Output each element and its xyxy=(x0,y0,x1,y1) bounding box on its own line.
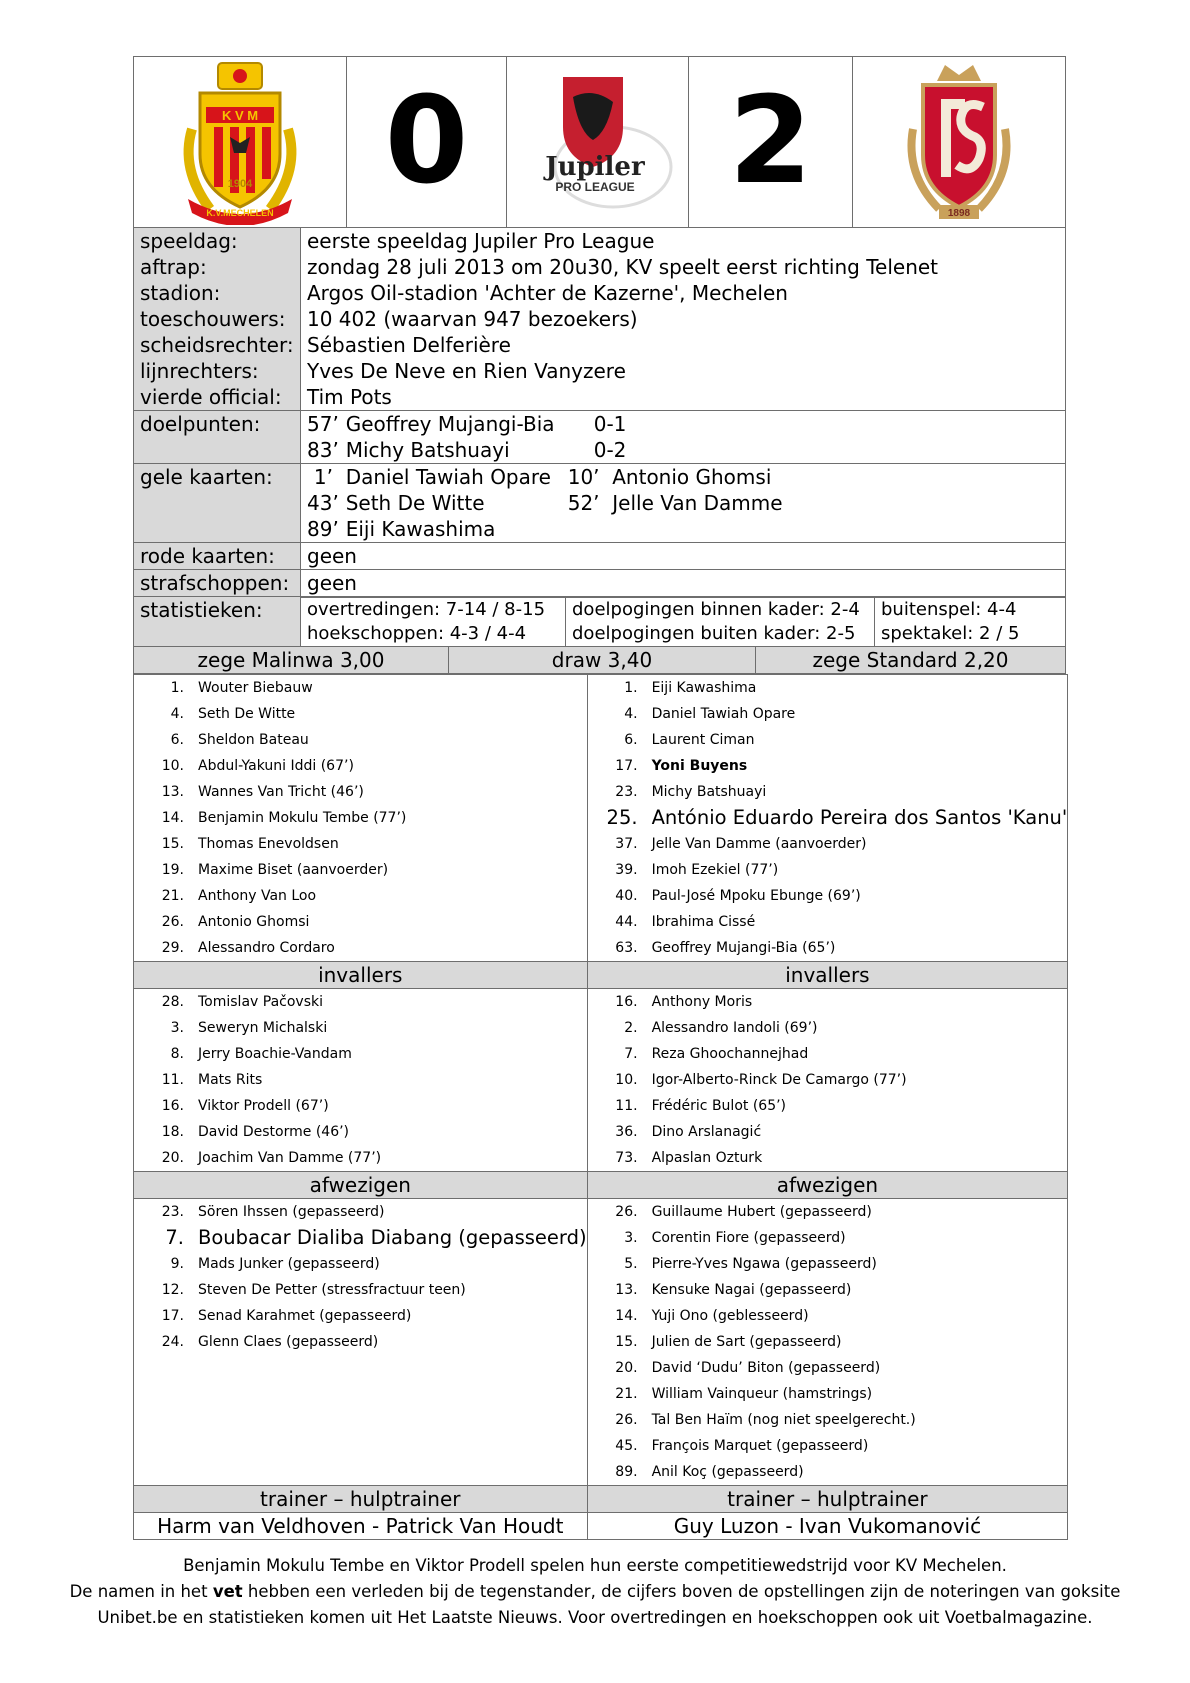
player-name: Wouter Biebauw xyxy=(198,680,313,696)
pro-league-text: PRO LEAGUE xyxy=(554,180,635,194)
score-header xyxy=(133,56,1066,228)
value-stadion: Argos Oil-stadion 'Achter de Kazerne', Mechelen xyxy=(307,281,788,305)
card-player: Eiji Kawashima xyxy=(345,517,496,541)
shirt-number: 37. xyxy=(615,836,638,852)
shirt-number: 21. xyxy=(161,888,184,904)
player-row xyxy=(588,1277,1068,1303)
goals-list xyxy=(301,411,1066,464)
card-player: Antonio Ghomsi xyxy=(612,465,772,489)
stat-shots-on: doelpogingen binnen kader: 2-4 xyxy=(572,599,860,620)
odds-home: zege Malinwa 3,00 xyxy=(134,647,449,674)
card-player: Seth De Witte xyxy=(345,491,485,515)
label-gele-kaarten: gele kaarten: xyxy=(134,464,301,543)
player-name: Yuji Ono (geblesseerd) xyxy=(651,1308,809,1324)
player-name: Jelle Van Damme (aanvoerder) xyxy=(651,836,867,852)
player-name: Pierre-Yves Ngawa (gepasseerd) xyxy=(651,1256,877,1272)
shirt-number: 3. xyxy=(624,1230,638,1246)
player-row xyxy=(588,1433,1068,1459)
player-row xyxy=(588,779,1068,805)
player-row xyxy=(134,857,587,883)
label-aftrap: aftrap: xyxy=(134,254,301,280)
shirt-number: 7. xyxy=(624,1046,638,1062)
player-name: António Eduardo Pereira dos Santos 'Kanu' xyxy=(651,806,1068,829)
footer-line-3: Unibet.be en statistieken komen uit Het Laatste Nieuws. Voor overtredingen en hoekschoppen ook uit Voetbalmagazine. xyxy=(97,1608,1093,1627)
kv-ribbon: K.V.MECHELEN xyxy=(206,208,274,218)
shirt-number: 26. xyxy=(615,1204,638,1220)
shirt-number: 15. xyxy=(161,836,184,852)
player-row xyxy=(588,1459,1068,1485)
value-toeschouwers: 10 402 (waarvan 947 bezoekers) xyxy=(307,307,638,331)
standard-liege-logo xyxy=(899,59,1019,225)
player-name: Julien de Sart (gepasseerd) xyxy=(651,1334,842,1350)
shirt-number: 23. xyxy=(615,784,638,800)
stats-table xyxy=(301,597,1065,646)
player-row xyxy=(588,1329,1068,1355)
card-minute: 52’ xyxy=(567,491,600,515)
player-name: Guillaume Hubert (gepasseerd) xyxy=(651,1204,872,1220)
match-sheet xyxy=(133,56,1066,1540)
player-name: Dino Arslanagić xyxy=(651,1124,762,1140)
label-rode-kaarten: rode kaarten: xyxy=(134,543,301,570)
player-row xyxy=(134,1329,587,1355)
stat-corners: hoekschoppen: 4-3 / 4-4 xyxy=(307,623,527,644)
player-name: Corentin Fiore (gepasseerd) xyxy=(651,1230,846,1246)
player-name: Frédéric Bulot (65’) xyxy=(651,1098,787,1114)
player-row xyxy=(588,805,1068,831)
shirt-number: 24. xyxy=(161,1334,184,1350)
home-absent-header: afwezigen xyxy=(134,1172,588,1199)
away-trainer-header: trainer – hulptrainer xyxy=(587,1486,1068,1513)
shirt-number: 29. xyxy=(161,940,184,956)
shirt-number: 13. xyxy=(615,1282,638,1298)
label-lijnrechters: lijnrechters: xyxy=(134,358,301,384)
shirt-number: 19. xyxy=(161,862,184,878)
player-row xyxy=(134,1277,587,1303)
label-toeschouwers: toeschouwers: xyxy=(134,306,301,332)
player-name: Reza Ghoochannejhad xyxy=(651,1046,809,1062)
shirt-number: 14. xyxy=(161,810,184,826)
player-name: Mats Rits xyxy=(198,1072,263,1088)
player-row xyxy=(134,1015,587,1041)
player-row xyxy=(588,1251,1068,1277)
card-row xyxy=(307,490,1065,516)
player-row xyxy=(134,701,587,727)
away-score-cell xyxy=(689,57,853,227)
shirt-number: 11. xyxy=(161,1072,184,1088)
value-vierde-official: Tim Pots xyxy=(307,385,392,409)
player-row xyxy=(588,675,1068,701)
shirt-number: 6. xyxy=(170,732,184,748)
player-name: Eiji Kawashima xyxy=(651,680,757,696)
odds-draw: draw 3,40 xyxy=(449,647,756,674)
player-row xyxy=(134,1225,587,1251)
label-scheidsrechter: scheidsrechter: xyxy=(134,332,301,358)
player-name: Sören Ihssen (gepasseerd) xyxy=(198,1204,385,1220)
player-name: Tomislav Pačovski xyxy=(198,994,323,1010)
player-name: Boubacar Dialiba Diabang (gepasseerd) xyxy=(198,1226,587,1249)
goal-minute: 57’ xyxy=(307,412,339,436)
player-row xyxy=(134,1093,587,1119)
player-name: Igor-Alberto-Rinck De Camargo (77’) xyxy=(651,1072,907,1088)
player-name: Viktor Prodell (67’) xyxy=(198,1098,329,1114)
player-name: Seth De Witte xyxy=(198,706,296,722)
shirt-number: 16. xyxy=(615,994,638,1010)
stats-group-fouls xyxy=(301,598,566,647)
label-strafschoppen: strafschoppen: xyxy=(134,570,301,597)
shirt-number: 1. xyxy=(170,680,184,696)
player-row xyxy=(588,857,1068,883)
shirt-number: 45. xyxy=(615,1438,638,1454)
stat-shots-off: doelpogingen buiten kader: 2-5 xyxy=(572,623,856,644)
player-row xyxy=(588,989,1068,1015)
shirt-number: 36. xyxy=(615,1124,638,1140)
shirt-number: 7. xyxy=(165,1226,184,1249)
player-row xyxy=(588,935,1068,961)
shirt-number: 26. xyxy=(161,914,184,930)
footer-line-2-pre: De namen in het xyxy=(69,1582,213,1601)
value-speeldag: eerste speeldag Jupiler Pro League xyxy=(307,229,655,253)
player-row xyxy=(134,883,587,909)
player-name: Antonio Ghomsi xyxy=(198,914,310,930)
stats-group-other xyxy=(875,598,1066,647)
shirt-number: 89. xyxy=(615,1464,638,1480)
shirt-number: 5. xyxy=(624,1256,638,1272)
value-rode-kaarten: geen xyxy=(301,543,1066,570)
player-row xyxy=(588,1093,1068,1119)
away-score: 2 xyxy=(728,72,813,211)
player-row xyxy=(588,1067,1068,1093)
player-row xyxy=(134,1251,587,1277)
goal-minute: 83’ xyxy=(307,438,339,462)
player-name: Anil Koç (gepasseerd) xyxy=(651,1464,804,1480)
goal-row xyxy=(307,411,1065,437)
player-row xyxy=(588,1355,1068,1381)
shirt-number: 21. xyxy=(615,1386,638,1402)
player-name: Kensuke Nagai (gepasseerd) xyxy=(651,1282,852,1298)
player-name: Sheldon Bateau xyxy=(198,732,309,748)
label-statistieken: statistieken: xyxy=(134,597,301,647)
player-name: Michy Batshuayi xyxy=(651,784,767,800)
shirt-number: 73. xyxy=(615,1150,638,1166)
label-stadion: stadion: xyxy=(134,280,301,306)
home-subs xyxy=(134,989,588,1172)
home-score: 0 xyxy=(384,72,469,211)
card-minute: 89’ xyxy=(307,517,339,541)
player-name: Benjamin Mokulu Tembe (77’) xyxy=(198,810,407,826)
label-doelpunten: doelpunten: xyxy=(134,411,301,464)
shirt-number: 28. xyxy=(161,994,184,1010)
home-logo-cell xyxy=(134,57,347,227)
player-row xyxy=(134,779,587,805)
jupiler-pro-league-logo xyxy=(523,67,673,217)
player-row xyxy=(588,1145,1068,1171)
player-name: Daniel Tawiah Opare xyxy=(651,706,796,722)
player-row xyxy=(134,805,587,831)
value-lijnrechters: Yves De Neve en Rien Vanyzere xyxy=(307,359,626,383)
away-coach: Guy Luzon - Ivan Vukomanović xyxy=(673,1514,982,1538)
player-row xyxy=(588,1303,1068,1329)
footer-line-1: Benjamin Mokulu Tembe en Viktor Prodell spelen hun eerste competitiewedstrijd voor KV Mechelen. xyxy=(183,1556,1007,1575)
shirt-number: 10. xyxy=(161,758,184,774)
player-row xyxy=(588,753,1068,779)
player-row xyxy=(134,831,587,857)
value-strafschoppen: geen xyxy=(301,570,1066,597)
goal-scorer: Michy Batshuayi xyxy=(345,438,510,462)
player-name: François Marquet (gepasseerd) xyxy=(651,1438,869,1454)
player-name: William Vainqueur (hamstrings) xyxy=(651,1386,873,1402)
shirt-number: 1. xyxy=(624,680,638,696)
player-row xyxy=(134,1199,587,1225)
shirt-number: 25. xyxy=(606,806,638,829)
player-name: Geoffrey Mujangi-Bia (65’) xyxy=(651,940,836,956)
card-row xyxy=(307,516,1065,542)
player-row xyxy=(134,1067,587,1093)
player-row xyxy=(588,1407,1068,1433)
player-name: Laurent Ciman xyxy=(651,732,755,748)
away-subs xyxy=(587,989,1068,1172)
shirt-number: 17. xyxy=(615,758,638,774)
shirt-number: 14. xyxy=(615,1308,638,1324)
card-row xyxy=(307,464,1065,490)
shirt-number: 23. xyxy=(161,1204,184,1220)
away-logo-cell xyxy=(853,57,1064,227)
player-row xyxy=(134,1041,587,1067)
shirt-number: 9. xyxy=(170,1256,184,1272)
player-name: Wannes Van Tricht (46’) xyxy=(198,784,364,800)
value-scheidsrechter: Sébastien Delferière xyxy=(307,333,511,357)
value-aftrap: zondag 28 juli 2013 om 20u30, KV speelt eerst richting Telenet xyxy=(307,255,939,279)
card-player: Daniel Tawiah Opare xyxy=(345,465,551,489)
shirt-number: 13. xyxy=(161,784,184,800)
player-row xyxy=(134,989,587,1015)
player-name: Anthony Moris xyxy=(651,994,753,1010)
player-name: Seweryn Michalski xyxy=(198,1020,328,1036)
home-coach: Harm van Veldhoven - Patrick Van Houdt xyxy=(134,1513,588,1540)
player-name: Tal Ben Haïm (nog niet speelgerecht.) xyxy=(651,1412,916,1428)
player-name: Paul-José Mpoku Ebunge (69’) xyxy=(651,888,861,904)
stats-cell xyxy=(301,597,1066,647)
shirt-number: 3. xyxy=(170,1020,184,1036)
shirt-number: 11. xyxy=(615,1098,638,1114)
player-row xyxy=(134,753,587,779)
away-absent-header: afwezigen xyxy=(587,1172,1068,1199)
shirt-number: 15. xyxy=(615,1334,638,1350)
footer-line-2-post: hebben een verleden bij de tegenstander, de cijfers boven de opstellingen zijn de noteringen van goksite xyxy=(242,1582,1121,1601)
shirt-number: 16. xyxy=(161,1098,184,1114)
player-name: Alessandro Cordaro xyxy=(198,940,335,956)
label-speeldag: speeldag: xyxy=(134,228,301,254)
shirt-number: 12. xyxy=(161,1282,184,1298)
goal-score: 0-2 xyxy=(593,438,627,462)
match-info-table xyxy=(133,228,1066,646)
kv-year: 1904 xyxy=(227,178,253,190)
player-name: David ‘Dudu’ Biton (gepasseerd) xyxy=(651,1360,881,1376)
stats-group-shots xyxy=(566,598,875,647)
player-row xyxy=(588,883,1068,909)
player-name: Alpaslan Ozturk xyxy=(651,1150,763,1166)
label-vierde-official: vierde official: xyxy=(134,384,301,411)
goal-score: 0-1 xyxy=(593,412,627,436)
shirt-number: 39. xyxy=(615,862,638,878)
shirt-number: 20. xyxy=(161,1150,184,1166)
shirt-number: 8. xyxy=(170,1046,184,1062)
player-name: Imoh Ezekiel (77’) xyxy=(651,862,779,878)
player-name: Anthony Van Loo xyxy=(198,888,317,904)
odds-away: zege Standard 2,20 xyxy=(756,647,1066,674)
card-minute: 1’ xyxy=(313,465,333,489)
away-starters xyxy=(587,675,1068,962)
player-row xyxy=(588,701,1068,727)
goal-scorer: Geoffrey Mujangi-Bia xyxy=(345,412,555,436)
player-name: Steven De Petter (stressfractuur teen) xyxy=(198,1282,466,1298)
std-year: 1898 xyxy=(947,208,970,219)
shirt-number: 40. xyxy=(615,888,638,904)
shirt-number: 4. xyxy=(624,706,638,722)
shirt-number: 2. xyxy=(624,1020,638,1036)
player-name: Joachim Van Damme (77’) xyxy=(198,1150,382,1166)
shirt-number: 17. xyxy=(161,1308,184,1324)
footer-line-2 xyxy=(0,1579,1190,1605)
shirt-number: 20. xyxy=(615,1360,638,1376)
player-name: Senad Karahmet (gepasseerd) xyxy=(198,1308,412,1324)
away-subs-header: invallers xyxy=(587,962,1068,989)
card-player: Jelle Van Damme xyxy=(612,491,783,515)
shirt-number: 4. xyxy=(170,706,184,722)
player-name: Mads Junker (gepasseerd) xyxy=(198,1256,380,1272)
home-starters xyxy=(134,675,588,962)
home-subs-header: invallers xyxy=(134,962,588,989)
shirt-number: 6. xyxy=(624,732,638,748)
player-row xyxy=(134,1119,587,1145)
player-row xyxy=(134,1145,587,1171)
player-row xyxy=(588,831,1068,857)
player-row xyxy=(134,675,587,701)
stat-spektakel: spektakel: 2 / 5 xyxy=(881,623,1020,644)
home-absent xyxy=(134,1199,588,1486)
player-name: Maxime Biset (aanvoerder) xyxy=(198,862,389,878)
stat-fouls: overtredingen: 7-14 / 8-15 xyxy=(307,599,546,620)
league-logo-cell xyxy=(507,57,689,227)
player-name: Jerry Boachie-Vandam xyxy=(198,1046,352,1062)
footer-notes xyxy=(0,1553,1190,1631)
player-row xyxy=(134,727,587,753)
lineups-table xyxy=(133,674,1068,1540)
player-row xyxy=(588,909,1068,935)
home-score-cell xyxy=(347,57,507,227)
odds-row xyxy=(133,646,1066,674)
player-row xyxy=(588,1015,1068,1041)
shirt-number: 18. xyxy=(161,1124,184,1140)
jupiler-text: Jupiler xyxy=(544,152,645,182)
shirt-number: 44. xyxy=(615,914,638,930)
player-row xyxy=(588,1199,1068,1225)
kvm-text: K V M xyxy=(221,108,259,123)
shirt-number: 26. xyxy=(615,1412,638,1428)
player-row xyxy=(588,1041,1068,1067)
player-row xyxy=(134,935,587,961)
shirt-number: 10. xyxy=(615,1072,638,1088)
player-row xyxy=(588,1119,1068,1145)
player-name: Ibrahima Cissé xyxy=(651,914,756,930)
player-name: Thomas Enevoldsen xyxy=(198,836,339,852)
player-row xyxy=(588,1225,1068,1251)
home-trainer-header: trainer – hulptrainer xyxy=(134,1486,588,1513)
card-minute: 43’ xyxy=(307,491,339,515)
stat-offside: buitenspel: 4-4 xyxy=(881,599,1017,620)
player-name: Abdul-Yakuni Iddi (67’) xyxy=(198,758,354,774)
player-name: Yoni Buyens xyxy=(651,758,748,774)
player-name: Alessandro Iandoli (69’) xyxy=(651,1020,818,1036)
player-name: Glenn Claes (gepasseerd) xyxy=(198,1334,379,1350)
footer-line-2-bold: vet xyxy=(212,1582,243,1601)
player-row xyxy=(588,727,1068,753)
kv-mechelen-logo xyxy=(170,59,310,225)
player-name: David Destorme (46’) xyxy=(198,1124,350,1140)
card-minute: 10’ xyxy=(567,465,600,489)
yellow-cards-list xyxy=(301,464,1066,543)
away-absent xyxy=(587,1199,1068,1486)
player-row xyxy=(134,1303,587,1329)
player-row xyxy=(134,909,587,935)
goal-row xyxy=(307,437,1065,463)
player-row xyxy=(588,1381,1068,1407)
shirt-number: 63. xyxy=(615,940,638,956)
